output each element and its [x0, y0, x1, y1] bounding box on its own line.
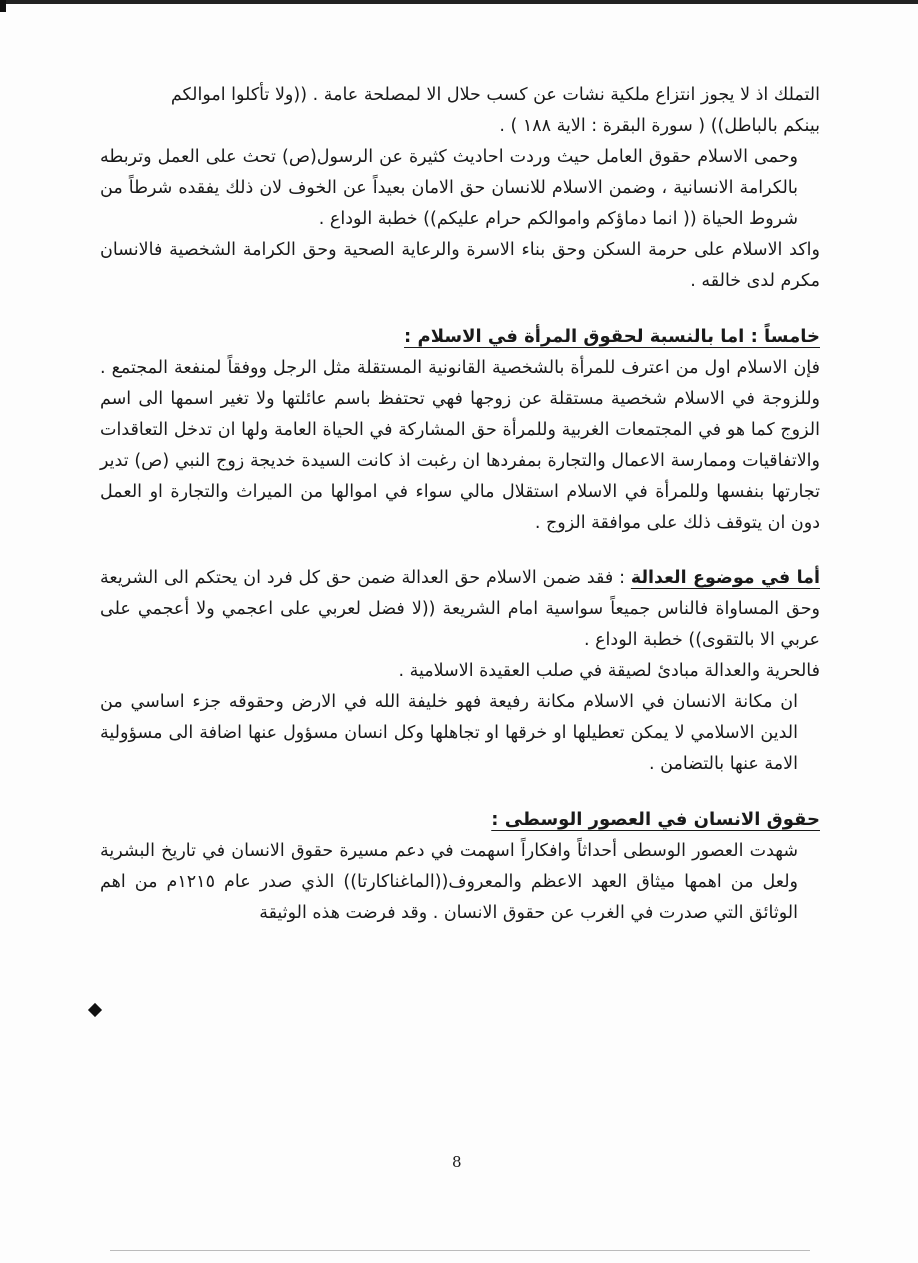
section-heading-medieval	[100, 804, 820, 836]
paragraph-medieval: شهدت العصور الوسطى أحداثاً وافكاراً اسهمت في دعم مسيرة حقوق الانسان في تاريخ البشرية ولعل من اهمها ميثاق العهد الاعظم والمعروف((الماغناكارتا)) الذي صدر عام ١٢١٥م من اهم الوثائق التي صدرت في الغرب عن حقوق الانسان . وقد فرضت هذه الوثيقة	[100, 841, 798, 923]
text-line: التملك اذ لا يجوز انتزاع ملكية نشات عن كسب حلال الا لمصلحة عامة . ((ولا تأكلوا اموالكم	[170, 85, 820, 105]
scan-bottom-line	[110, 1250, 810, 1251]
text-line-freedom: فالحرية والعدالة مبادئ لصيقة في صلب العقيدة الاسلامية .	[398, 661, 820, 681]
margin-bullet-mark	[88, 1003, 102, 1017]
section-heading-women	[100, 321, 820, 353]
heading-justice: أما في موضوع العدالة	[630, 568, 820, 588]
paragraph-worker-rights: وحمى الاسلام حقوق العامل حيث وردت احاديث كثيرة عن الرسول(ص) تحث على العمل وتربطه بالكرامة الانسانية ، وضمن الاسلام للانسان حق الامان بعيداً عن الخوف لان ذلك يفقده شرطاً من شروط الحياة (( انما دماؤكم واموالكم حرام عليكم)) خطبة الوداع .	[100, 147, 798, 229]
scan-top-border	[0, 0, 918, 4]
heading-medieval-text: حقوق الانسان في العصور الوسطى :	[491, 809, 820, 830]
paragraph-women-rights: فإن الاسلام اول من اعترف للمرأة بالشخصية القانونية المستقلة مثل الرجل ووفقاً لمنفعة المجتمع . وللزوجة في الاسلام شخصية مستقلة عن زوجها فهي تحتفظ باسم عائلتها ولا تغير اسمها الى اسم الزوج كما هو في المجتمعات الغربية وللمرأة حق المشاركة في الحياة العامة ولها ان تدخل التعاقدات والاتفاقيات وممارسة الاعمال والتجارة بمفردها ان رغبت اذ كانت السيدة خديجة زوج النبي (ص) تدير تجارتها بنفسها وللمرأة في الاسلام استقلال مالي سواء في اموالها من الميراث والتجارة او العمل دون ان يتوقف ذلك على موافقة الزوج .	[100, 358, 820, 533]
page-number: 8	[452, 1153, 462, 1171]
paragraph-justice	[100, 563, 820, 656]
scan-corner-mark	[0, 0, 6, 12]
paragraph-housing-rights: واكد الاسلام على حرمة السكن وحق بناء الاسرة والرعاية الصحية وحق الكرامة الشخصية فالانسان مكرم لدى خالقه .	[100, 240, 820, 291]
paragraph-human-status: ان مكانة الانسان في الاسلام مكانة رفيعة فهو خليفة الله في الارض وحقوقه جزء اساسي من الدين الاسلامي لا يمكن تعطيلها او خرقها او تجاهلها وكل انسان مسؤول عنها اضافة الى مسؤولية الامة عنها بالتضامن .	[100, 692, 798, 774]
text-line: بينكم بالباطل)) ( سورة البقرة : الاية ١٨٨ ) .	[499, 116, 820, 136]
heading-women-text: خامساً : اما بالنسبة لحقوق المرأة في الاسلام :	[404, 326, 820, 347]
document-body	[100, 80, 820, 929]
justice-text: : فقد ضمن الاسلام حق العدالة ضمن حق كل فرد ان يحتكم الى الشريعة وحق المساواة فالناس جميعاً سواسية امام الشريعة ((لا فضل لعربي على اعجمي ولا أعجمي على عربي الا بالتقوى)) خطبة الوداع .	[100, 568, 820, 650]
